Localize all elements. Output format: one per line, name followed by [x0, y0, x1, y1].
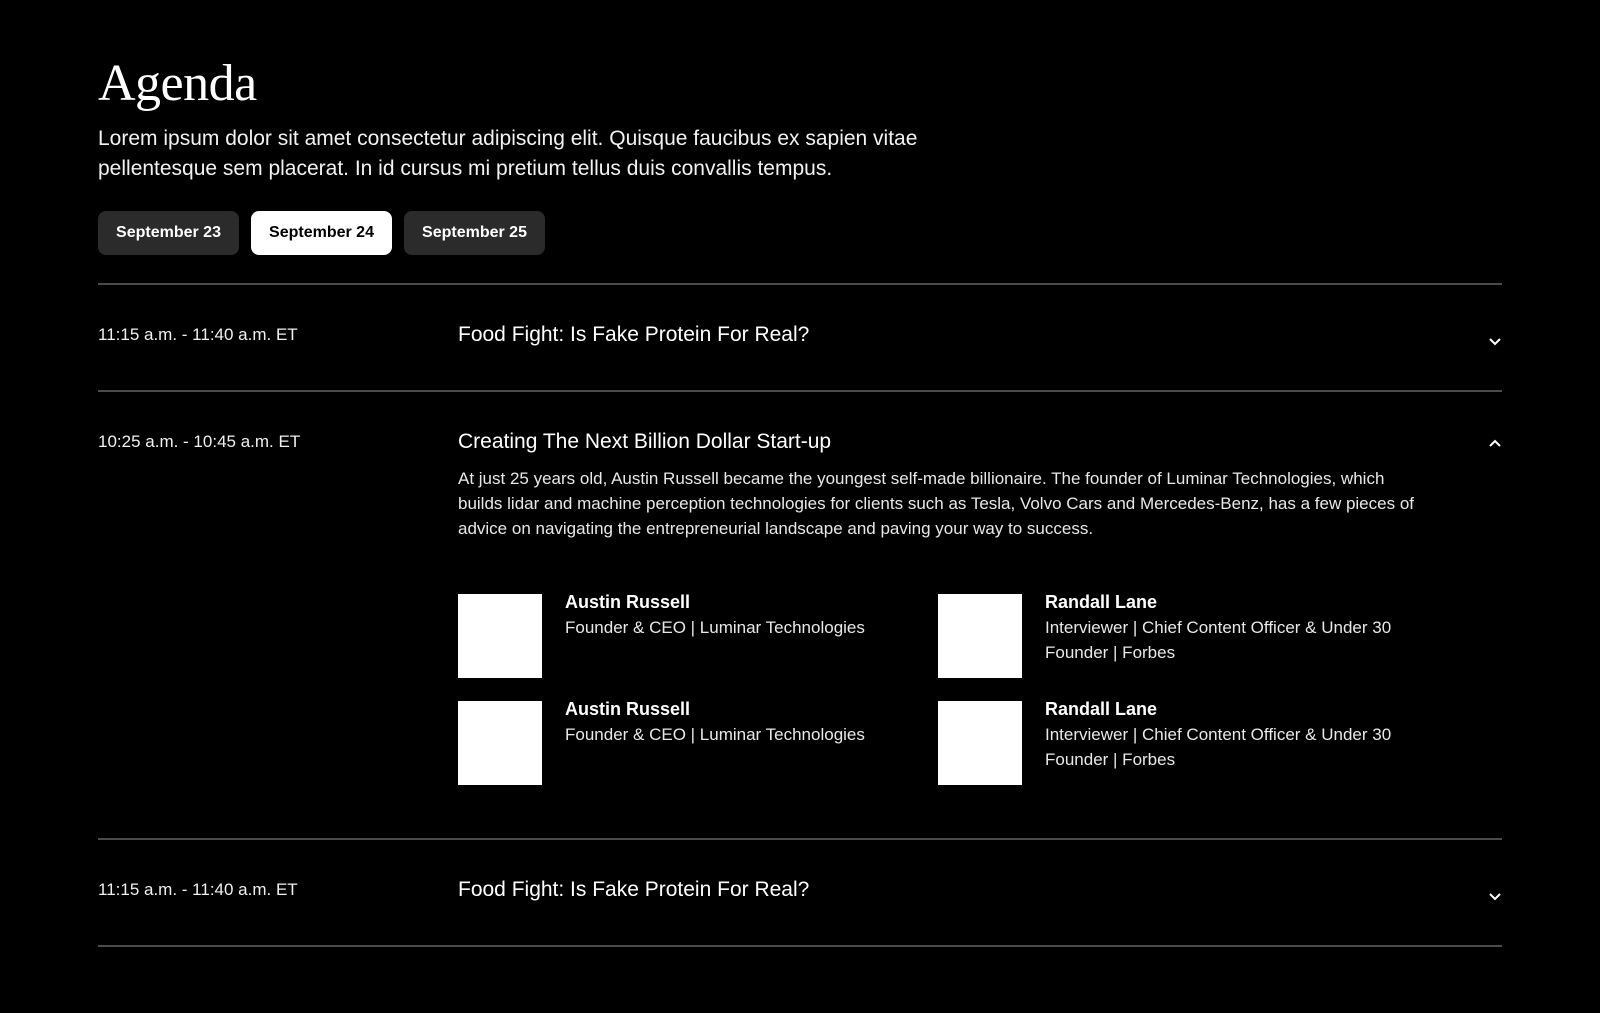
chevron-up-icon[interactable]: [1488, 436, 1502, 450]
session-title[interactable]: Creating The Next Billion Dollar Start-up: [458, 430, 832, 453]
speaker-name: Randall Lane: [1045, 592, 1158, 612]
speaker-name: Randall Lane: [1045, 699, 1158, 719]
session-title[interactable]: Food Fight: Is Fake Protein For Real?: [458, 878, 810, 901]
speaker-photo: [458, 701, 542, 785]
speaker-name: Austin Russell: [565, 592, 691, 612]
speaker-role: Interviewer | Chief Content Officer & Under 30 Founder | Forbes: [1045, 618, 1392, 662]
divider: [98, 838, 1502, 840]
divider: [98, 283, 1502, 285]
speaker-card: [458, 594, 925, 678]
speaker-card: [938, 701, 1405, 785]
tab-september-24[interactable]: September 24: [251, 211, 392, 255]
speaker-photo: [938, 594, 1022, 678]
date-tabs: [98, 211, 545, 255]
session-time: 10:25 a.m. - 10:45 a.m. ET: [98, 432, 301, 451]
session-title[interactable]: Food Fight: Is Fake Protein For Real?: [458, 323, 810, 346]
tab-september-23[interactable]: September 23: [98, 211, 239, 255]
speaker-role: Interviewer | Chief Content Officer & Under 30 Founder | Forbes: [1045, 725, 1392, 769]
session-time: 11:15 a.m. - 11:40 a.m. ET: [98, 880, 298, 899]
session-description: At just 25 years old, Austin Russell became the youngest self-made billionaire. The founder of Luminar Technologies, which builds lidar and machine perception technologies for clients such as Tesla, Volvo Cars and Mercedes-Benz, has a few pieces of advice on navigating the entrepreneurial landscape and paving your way to success.: [458, 469, 1414, 538]
speaker-photo: [458, 594, 542, 678]
speaker-role: Founder & CEO | Luminar Technologies: [565, 618, 865, 637]
chevron-down-icon[interactable]: [1488, 889, 1502, 903]
speaker-photo: [938, 701, 1022, 785]
divider: [98, 390, 1502, 392]
session-time: 11:15 a.m. - 11:40 a.m. ET: [98, 325, 298, 344]
intro-text: Lorem ipsum dolor sit amet consectetur adipiscing elit. Quisque faucibus ex sapien vitae pellentesque sem placerat. In id cursus mi pretium tellus duis convallis tempus.: [98, 127, 918, 180]
speaker-role: Founder & CEO | Luminar Technologies: [565, 725, 865, 744]
speaker-card: [458, 701, 925, 785]
tab-september-25[interactable]: September 25: [404, 211, 545, 255]
chevron-down-icon[interactable]: [1488, 334, 1502, 348]
speaker-card: [938, 594, 1405, 678]
page-title: Agenda: [98, 55, 257, 112]
speaker-name: Austin Russell: [565, 699, 691, 719]
divider: [98, 945, 1502, 947]
